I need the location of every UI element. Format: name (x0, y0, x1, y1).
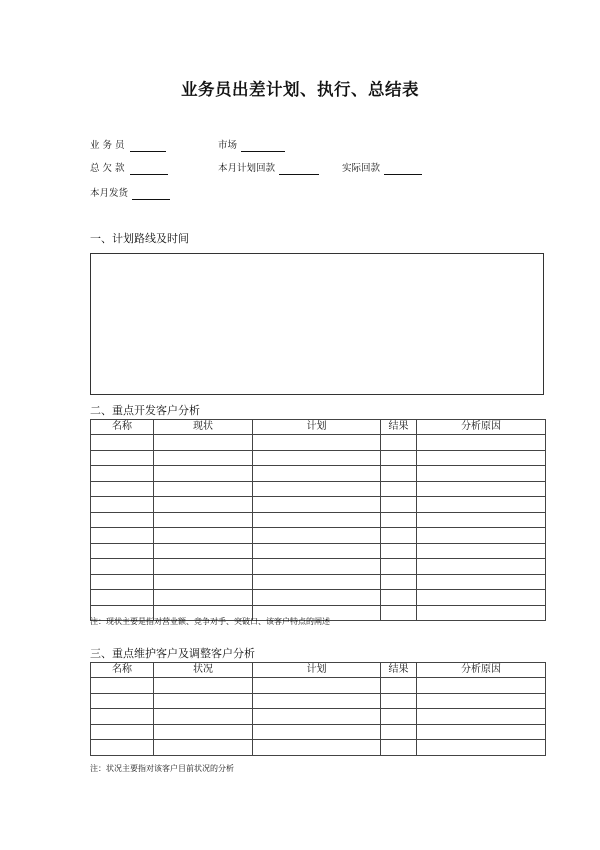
table-cell[interactable] (253, 724, 381, 740)
table-cell[interactable] (381, 740, 417, 756)
table-cell[interactable] (381, 543, 417, 559)
monthly-shipment-field (90, 188, 170, 200)
table-cell[interactable] (91, 590, 154, 606)
table-cell[interactable] (253, 590, 381, 606)
table-cell[interactable] (381, 605, 417, 621)
table-row (91, 724, 546, 740)
total-owed-field (90, 163, 168, 175)
monthly-shipment-input-line[interactable] (132, 188, 170, 200)
table-cell[interactable] (381, 450, 417, 466)
table-cell[interactable] (91, 497, 154, 513)
table-cell[interactable] (417, 543, 546, 559)
column-header: 结果 (381, 420, 417, 435)
table-cell[interactable] (381, 559, 417, 575)
table-cell[interactable] (417, 590, 546, 606)
table-cell[interactable] (91, 574, 154, 590)
table-header-row (91, 420, 546, 435)
salesperson-label: 业 务 员 (90, 140, 125, 151)
table-cell[interactable] (91, 512, 154, 528)
column-header: 现状 (154, 420, 253, 435)
table-cell[interactable] (253, 466, 381, 482)
column-header: 计划 (253, 420, 381, 435)
table-cell[interactable] (253, 450, 381, 466)
planned-collection-input-line[interactable] (279, 163, 319, 175)
table-cell[interactable] (154, 481, 253, 497)
table-cell[interactable] (417, 435, 546, 451)
table-cell[interactable] (154, 678, 253, 694)
table-cell[interactable] (253, 481, 381, 497)
actual-collection-input-line[interactable] (384, 163, 422, 175)
table-row (91, 693, 546, 709)
section1-title: 一、计划路线及时间 (90, 232, 189, 245)
table-row (91, 481, 546, 497)
table-cell[interactable] (381, 528, 417, 544)
table-cell[interactable] (91, 528, 154, 544)
column-header: 计划 (253, 663, 381, 678)
table-cell[interactable] (381, 435, 417, 451)
table-cell[interactable] (154, 709, 253, 725)
section2-note: 注：现状主要是指对营业额、竞争对手、突破口、该客户特点的阐述 (90, 617, 330, 626)
table-cell[interactable] (154, 559, 253, 575)
table-cell[interactable] (417, 497, 546, 513)
market-label: 市场 (218, 140, 238, 151)
table-cell[interactable] (381, 678, 417, 694)
table-cell[interactable] (381, 724, 417, 740)
table-cell[interactable] (253, 693, 381, 709)
page-title: 业务员出差计划、执行、总结表 (181, 80, 419, 99)
table-cell[interactable] (91, 435, 154, 451)
table-row (91, 678, 546, 694)
table-cell[interactable] (154, 740, 253, 756)
table-cell[interactable] (91, 724, 154, 740)
table-cell[interactable] (253, 709, 381, 725)
table-cell[interactable] (253, 497, 381, 513)
table-row (91, 466, 546, 482)
table-cell[interactable] (381, 590, 417, 606)
market-input-line[interactable] (241, 140, 285, 152)
table-cell[interactable] (417, 528, 546, 544)
table-cell[interactable] (91, 450, 154, 466)
section2-title: 二、重点开发客户分析 (90, 404, 200, 417)
table-cell[interactable] (381, 512, 417, 528)
table-cell[interactable] (253, 512, 381, 528)
table-cell[interactable] (417, 693, 546, 709)
table-cell[interactable] (91, 543, 154, 559)
column-header: 名称 (91, 663, 154, 678)
table-row (91, 543, 546, 559)
table-cell[interactable] (154, 528, 253, 544)
table-cell[interactable] (154, 574, 253, 590)
table-cell[interactable] (154, 724, 253, 740)
table-row (91, 435, 546, 451)
table-cell[interactable] (381, 466, 417, 482)
table-cell[interactable] (91, 709, 154, 725)
actual-collection-label: 实际回款 (342, 163, 381, 174)
table-cell[interactable] (154, 435, 253, 451)
table-cell[interactable] (381, 693, 417, 709)
table-row (91, 528, 546, 544)
column-header: 分析原因 (417, 663, 546, 678)
total-owed-input-line[interactable] (130, 163, 168, 175)
table-cell[interactable] (91, 559, 154, 575)
table-row (91, 497, 546, 513)
table-cell[interactable] (154, 693, 253, 709)
table-cell[interactable] (154, 450, 253, 466)
table-cell[interactable] (417, 709, 546, 725)
table-header-row (91, 663, 546, 678)
route-time-box[interactable] (90, 253, 544, 395)
table-cell[interactable] (91, 481, 154, 497)
table-cell[interactable] (417, 724, 546, 740)
market-field (218, 140, 285, 152)
table-cell[interactable] (154, 512, 253, 528)
table-cell[interactable] (154, 497, 253, 513)
column-header: 名称 (91, 420, 154, 435)
table-row (91, 740, 546, 756)
table-cell[interactable] (253, 574, 381, 590)
table-cell[interactable] (381, 497, 417, 513)
section3-note: 注：状况主要指对该客户目前状况的分析 (90, 764, 234, 773)
table-cell[interactable] (381, 481, 417, 497)
table-cell[interactable] (417, 574, 546, 590)
column-header: 结果 (381, 663, 417, 678)
table-cell[interactable] (417, 450, 546, 466)
section3-title: 三、重点维护客户及调整客户分析 (90, 647, 255, 660)
development-clients-table (90, 419, 546, 621)
table-row (91, 512, 546, 528)
salesperson-input-line[interactable] (130, 140, 166, 152)
actual-collection-field (342, 163, 422, 175)
table-row (91, 559, 546, 575)
monthly-shipment-label: 本月发货 (90, 188, 129, 199)
table-row (91, 574, 546, 590)
table-row (91, 709, 546, 725)
table-cell[interactable] (253, 678, 381, 694)
table-cell[interactable] (417, 512, 546, 528)
planned-collection-field (218, 163, 319, 175)
table-cell[interactable] (253, 543, 381, 559)
table-cell[interactable] (253, 435, 381, 451)
planned-collection-label: 本月计划回款 (218, 163, 276, 174)
table-cell[interactable] (253, 528, 381, 544)
table-cell[interactable] (417, 740, 546, 756)
table-cell[interactable] (91, 466, 154, 482)
table-cell[interactable] (253, 559, 381, 575)
table-cell[interactable] (154, 466, 253, 482)
table-cell[interactable] (91, 740, 154, 756)
total-owed-label: 总 欠 款 (90, 163, 125, 174)
table-cell[interactable] (91, 693, 154, 709)
table-cell[interactable] (417, 466, 546, 482)
table-cell[interactable] (154, 543, 253, 559)
table-row (91, 450, 546, 466)
table-cell[interactable] (154, 590, 253, 606)
maintenance-clients-table (90, 662, 546, 756)
table-cell[interactable] (417, 605, 546, 621)
column-header: 分析原因 (417, 420, 546, 435)
table-cell[interactable] (253, 740, 381, 756)
table-cell[interactable] (417, 481, 546, 497)
table-cell[interactable] (91, 678, 154, 694)
salesperson-field (90, 140, 166, 152)
table-cell[interactable] (381, 709, 417, 725)
table-cell[interactable] (417, 678, 546, 694)
column-header: 状况 (154, 663, 253, 678)
table-cell[interactable] (417, 559, 546, 575)
table-row (91, 590, 546, 606)
table-cell[interactable] (381, 574, 417, 590)
